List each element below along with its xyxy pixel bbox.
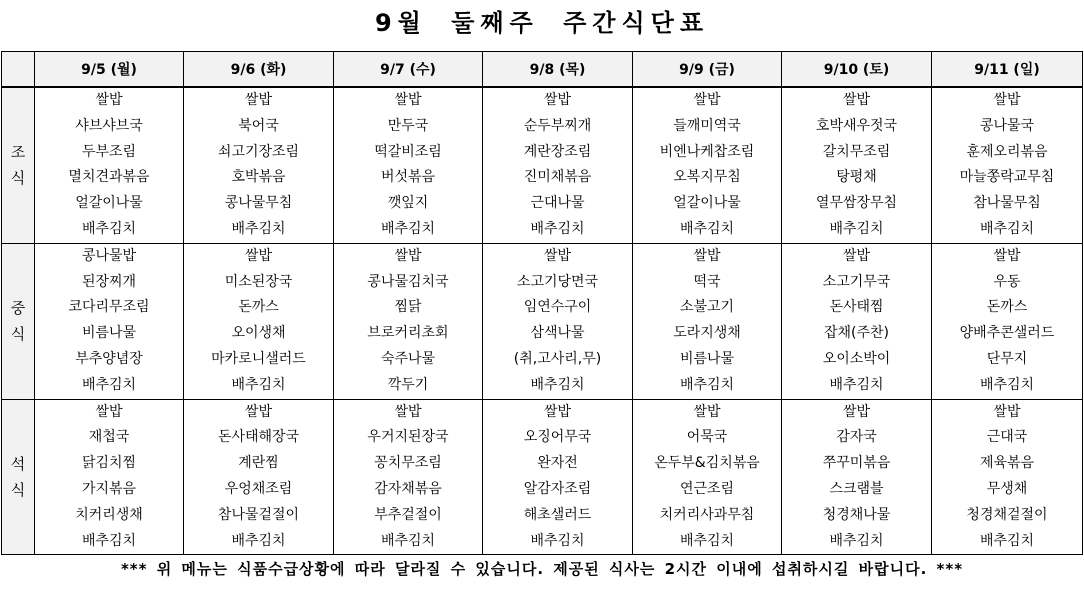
menu-cell	[782, 87, 932, 243]
menu-item: 청경채겉절이	[966, 506, 1048, 523]
menu-item: 배추김치	[380, 532, 436, 549]
notice-text: *** 위 메뉴는 식품수급상황에 따라 달라질 수 있습니다. 제공된 식사는 2시간 이내에 섭취하시길 바랍니다. ***	[120, 560, 964, 578]
menu-item: 마카로니샐러드	[211, 350, 306, 367]
menu-item: 북어국	[238, 117, 279, 134]
menu-cell	[334, 87, 483, 243]
day-header: 9/9 (금)	[633, 52, 782, 88]
menu-item: 쌀밥	[543, 247, 572, 264]
menu-cell	[782, 399, 932, 555]
menu-item: 호박볶음	[231, 169, 286, 186]
meal-row	[2, 243, 1083, 399]
menu-item: 돈까스	[238, 299, 279, 316]
menu-item: 두부조림	[81, 143, 137, 160]
menu-item: 배추김치	[829, 376, 884, 393]
menu-item: 배추김치	[81, 220, 137, 237]
menu-item: 순두부찌개	[523, 117, 592, 134]
menu-item: 쌀밥	[543, 403, 572, 420]
menu-item: 쭈꾸미볶음	[822, 455, 891, 472]
menu-cell	[633, 243, 782, 399]
menu-item: 버섯볶음	[380, 169, 436, 186]
menu-cell	[184, 87, 334, 243]
menu-item: 된장찌개	[81, 273, 137, 290]
menu-item: 숙주나물	[380, 350, 436, 367]
menu-item: 부추겉절이	[374, 506, 442, 523]
menu-item: 코다리무조림	[68, 299, 150, 316]
menu-item: 계란장조림	[523, 143, 592, 160]
menu-item: 도라지생채	[673, 325, 741, 342]
meal-label-text: 조식	[10, 143, 26, 188]
menu-cell	[932, 243, 1083, 399]
menu-item: 배추김치	[231, 532, 286, 549]
menu-item: 배추김치	[231, 220, 286, 237]
menu-item: 훈제오리볶음	[966, 143, 1048, 160]
menu-item: 호박새우젓국	[815, 117, 898, 134]
menu-item: 참나물겉절이	[217, 506, 300, 523]
menu-cell	[334, 399, 483, 555]
menu-item: 배추김치	[231, 376, 286, 393]
menu-item: 쌀밥	[244, 247, 273, 264]
menu-item: 쌀밥	[394, 403, 422, 420]
menu-item: 얼갈이나물	[75, 195, 143, 212]
menu-item: 부추양념장	[75, 350, 143, 367]
menu-item: 쌀밥	[842, 92, 871, 108]
menu-item: 쌀밥	[693, 403, 721, 420]
menu-item: 닭김치찜	[81, 455, 137, 472]
menu-item: 콩나물국	[979, 117, 1035, 134]
menu-item: 재첩국	[88, 429, 130, 446]
menu-item: 쌀밥	[842, 247, 871, 264]
menu-item: 마늘쫑락교무침	[959, 169, 1055, 186]
menu-item: 떡국	[693, 273, 721, 290]
menu-item: 열무쌈장무침	[815, 195, 898, 212]
menu-item: 임연수구이	[523, 299, 592, 316]
day-header: 9/10 (토)	[782, 52, 932, 88]
menu-item: 무생채	[986, 480, 1028, 497]
menu-item: 오복지무침	[673, 169, 741, 186]
menu-item: 해초샐러드	[523, 506, 592, 523]
menu-item: 쌀밥	[95, 403, 123, 420]
menu-item: 소고기당면국	[516, 273, 599, 290]
menu-item: 쌀밥	[95, 92, 123, 108]
menu-item: 쇠고기장조림	[217, 143, 300, 160]
menu-item: 온두부&김치볶음	[654, 455, 760, 472]
menu-item: 배추김치	[530, 220, 585, 237]
meal-row	[2, 399, 1083, 555]
meal-label	[2, 87, 35, 243]
menu-item: 쌀밥	[993, 92, 1021, 108]
menu-item: 오이생채	[231, 325, 286, 342]
menu-cell	[782, 243, 932, 399]
menu-item: 치커리생채	[75, 506, 143, 523]
menu-item: 떡갈비조림	[374, 143, 442, 160]
menu-item: 치커리사과무침	[659, 506, 755, 523]
menu-item: 배추김치	[81, 532, 137, 549]
menu-item: 쌀밥	[993, 247, 1021, 264]
menu-item: 오징어무국	[523, 429, 592, 446]
menu-item: 배추김치	[679, 532, 735, 549]
menu-item: 콩나물무침	[224, 195, 293, 212]
menu-item: 배추김치	[829, 532, 884, 549]
menu-cell	[483, 243, 633, 399]
menu-item: 샤브샤브국	[75, 117, 143, 134]
meal-label	[2, 243, 35, 399]
menu-item: 돈사태찜	[829, 299, 884, 316]
menu-item: 쌀밥	[543, 92, 572, 108]
menu-item: 배추김치	[979, 532, 1035, 549]
menu-item: 쌀밥	[842, 403, 871, 420]
menu-item: 브로커리초회	[367, 325, 449, 342]
menu-item: 양배추콘샐러드	[959, 325, 1055, 342]
menu-item: 계란찜	[238, 455, 279, 472]
menu-item: 제육볶음	[979, 455, 1035, 472]
menu-item: 콩나물밥	[81, 247, 137, 264]
menu-item: (취,고사리,무)	[513, 350, 602, 367]
menu-item: 참나물무침	[973, 195, 1041, 212]
meal-label-text: 중식	[10, 299, 26, 344]
menu-item: 배추김치	[81, 376, 137, 393]
menu-item: 잡채(주찬)	[823, 325, 890, 342]
menu-item: 미소된장국	[224, 273, 293, 290]
menu-item: 깍두기	[387, 376, 429, 393]
menu-item: 꽁치무조림	[374, 455, 442, 472]
menu-cell	[35, 87, 184, 243]
menu-item: 돈까스	[986, 299, 1028, 316]
menu-item: 쌀밥	[244, 92, 273, 108]
menu-item: 쌀밥	[693, 92, 721, 108]
page-title: 9월 둘째주 주간식단표	[374, 9, 710, 37]
menu-item: 우엉채조림	[224, 480, 293, 497]
menu-cell	[483, 87, 633, 243]
menu-item: 우거지된장국	[367, 429, 449, 446]
menu-item: 쌀밥	[693, 247, 721, 264]
menu-item: 콩나물김치국	[367, 273, 449, 290]
menu-item: 배추김치	[530, 376, 585, 393]
menu-item: 쌀밥	[394, 247, 422, 264]
menu-cell	[184, 243, 334, 399]
menu-cell	[483, 399, 633, 555]
menu-item: 쌀밥	[394, 92, 422, 108]
corner-cell	[2, 52, 35, 88]
menu-item: 가지볶음	[81, 480, 137, 497]
menu-item: 스크램블	[829, 480, 884, 497]
menu-item: 깻잎지	[387, 195, 429, 212]
day-header: 9/11 (일)	[932, 52, 1083, 88]
weekly-menu-table	[1, 51, 1083, 555]
menu-item: 배추김치	[829, 220, 884, 237]
menu-item: 근대나물	[530, 195, 585, 212]
menu-cell	[932, 87, 1083, 243]
menu-item: 완자전	[537, 455, 578, 472]
day-header-row	[2, 52, 1083, 88]
menu-item: 갈치무조림	[822, 143, 891, 160]
menu-cell	[334, 243, 483, 399]
menu-item: 돈사태해장국	[217, 429, 300, 446]
menu-item: 멸치견과볶음	[68, 169, 150, 186]
menu-item: 진미채볶음	[523, 169, 592, 186]
menu-item: 삼색나물	[530, 325, 585, 342]
menu-item: 청경채나물	[822, 506, 891, 523]
menu-cell	[35, 399, 184, 555]
menu-item: 배추김치	[530, 532, 585, 549]
day-header: 9/8 (목)	[483, 52, 633, 88]
menu-item: 쌀밥	[244, 403, 273, 420]
meal-row	[2, 87, 1083, 243]
menu-item: 오이소박이	[822, 350, 891, 367]
menu-item: 소고기무국	[822, 273, 891, 290]
menu-item: 들깨미역국	[673, 117, 741, 134]
menu-item: 얼갈이나물	[673, 195, 741, 212]
menu-item: 연근조림	[679, 480, 735, 497]
menu-item: 단무지	[986, 350, 1028, 367]
menu-item: 만두국	[387, 117, 429, 134]
menu-item: 찜닭	[394, 299, 422, 316]
menu-cell	[633, 87, 782, 243]
menu-item: 탕평채	[836, 169, 877, 186]
menu-item: 쌀밥	[993, 403, 1021, 420]
menu-item: 어묵국	[686, 429, 728, 446]
day-header: 9/7 (수)	[334, 52, 483, 88]
menu-item: 감자국	[836, 429, 877, 446]
menu-item: 비름나물	[81, 325, 137, 342]
menu-cell	[932, 399, 1083, 555]
menu-item: 배추김치	[979, 220, 1035, 237]
menu-item: 근대국	[986, 429, 1028, 446]
menu-item: 비름나물	[679, 350, 735, 367]
menu-cell	[633, 399, 782, 555]
menu-item: 배추김치	[380, 220, 436, 237]
day-header: 9/5 (월)	[35, 52, 184, 88]
day-header: 9/6 (화)	[184, 52, 334, 88]
menu-item: 비엔나케찹조림	[659, 143, 755, 160]
menu-cell	[184, 399, 334, 555]
menu-item: 배추김치	[679, 376, 735, 393]
menu-item: 우동	[993, 273, 1021, 290]
menu-item: 알감자조림	[523, 480, 592, 497]
menu-item: 배추김치	[679, 220, 735, 237]
meal-label-text: 석식	[10, 454, 26, 499]
menu-item: 소불고기	[679, 299, 735, 316]
meal-label	[2, 399, 35, 555]
menu-cell	[35, 243, 184, 399]
menu-item: 배추김치	[979, 376, 1035, 393]
menu-item: 감자채볶음	[374, 480, 442, 497]
